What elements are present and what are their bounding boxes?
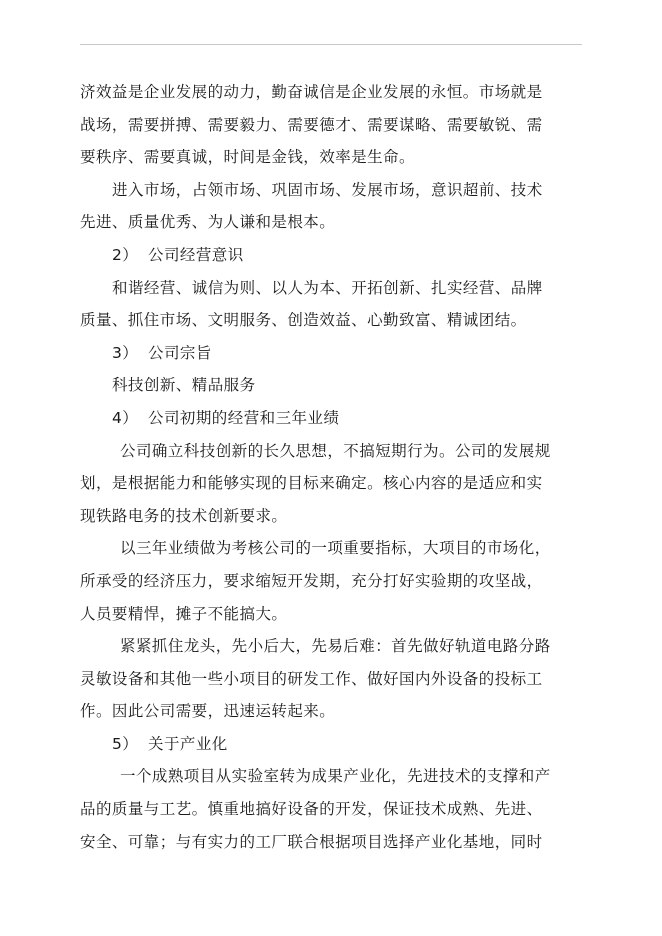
- text-line: 质量、抓住市场、文明服务、创造效益、心勤致富、精诚团结。: [80, 311, 527, 330]
- text-line: 战场，需要拼搏、需要毅力、需要德才、需要谋略、需要敏锐、需: [80, 115, 543, 134]
- text-line: 品的质量与工艺。慎重地搞好设备的开发，保证技术成熟、先进、: [80, 800, 543, 819]
- document-body: [80, 76, 570, 858]
- text-line: 一个成熟项目从实验室转为成果产业化，先进技术的支撑和产: [120, 767, 551, 786]
- text-line: 作。因此公司需要，迅速运转起来。: [80, 702, 336, 721]
- text-line: 现铁路电务的技术创新要求。: [80, 506, 288, 525]
- section-number: 5）: [112, 734, 139, 753]
- text-line: 以三年业绩做为考核公司的一项重要指标，大项目的市场化，: [120, 539, 551, 558]
- text-line: 划，是根据能力和能够实现的目标来确定。核心内容的是适应和实: [80, 474, 543, 493]
- section-heading-2: [80, 239, 570, 272]
- section-title: 公司经营意识: [148, 245, 244, 264]
- section-heading-3: [80, 337, 570, 370]
- section-number: 2）: [112, 245, 139, 264]
- section-heading-5: [80, 728, 570, 761]
- text-line: 要秩序、需要真诚，时间是金钱，效率是生命。: [80, 148, 415, 167]
- section-title: 关于产业化: [148, 734, 228, 753]
- text-line: 进入市场，占领市场、巩固市场、发展市场，意识超前、技术: [112, 180, 543, 199]
- section-title: 公司初期的经营和三年业绩: [148, 408, 340, 427]
- text-line: 和谐经营、诚信为则、以人为本、开拓创新、扎实经营、品牌: [112, 278, 543, 297]
- section-heading-4: [80, 402, 570, 435]
- text-line: 公司确立科技创新的长久思想，不搞短期行为。公司的发展规: [120, 441, 551, 460]
- text-line: 济效益是企业发展的动力，勤奋诚信是企业发展的永恒。市场就是: [80, 83, 543, 101]
- text-line: 所承受的经济压力，要求缩短开发期，充分打好实验期的攻坚战，: [80, 571, 543, 590]
- text-line: 灵敏设备和其他一些小项目的研发工作、做好国内外设备的投标工: [80, 669, 543, 688]
- text-line: 安全、可靠；与有实力的工厂联合根据项目选择产业化基地，同时: [80, 832, 543, 851]
- section-number: 4）: [112, 408, 139, 427]
- text-line: 先进、质量优秀、为人谦和是根本。: [80, 213, 336, 232]
- text-line: 科技创新、精品服务: [112, 376, 256, 395]
- text-line: 紧紧抓住龙头，先小后大，先易后难：首先做好轨道电路分路: [120, 637, 551, 656]
- text-line: 人员要精悍，摊子不能搞大。: [80, 604, 288, 623]
- section-number: 3）: [112, 343, 139, 362]
- header-rule: [80, 44, 582, 45]
- section-title: 公司宗旨: [148, 343, 212, 362]
